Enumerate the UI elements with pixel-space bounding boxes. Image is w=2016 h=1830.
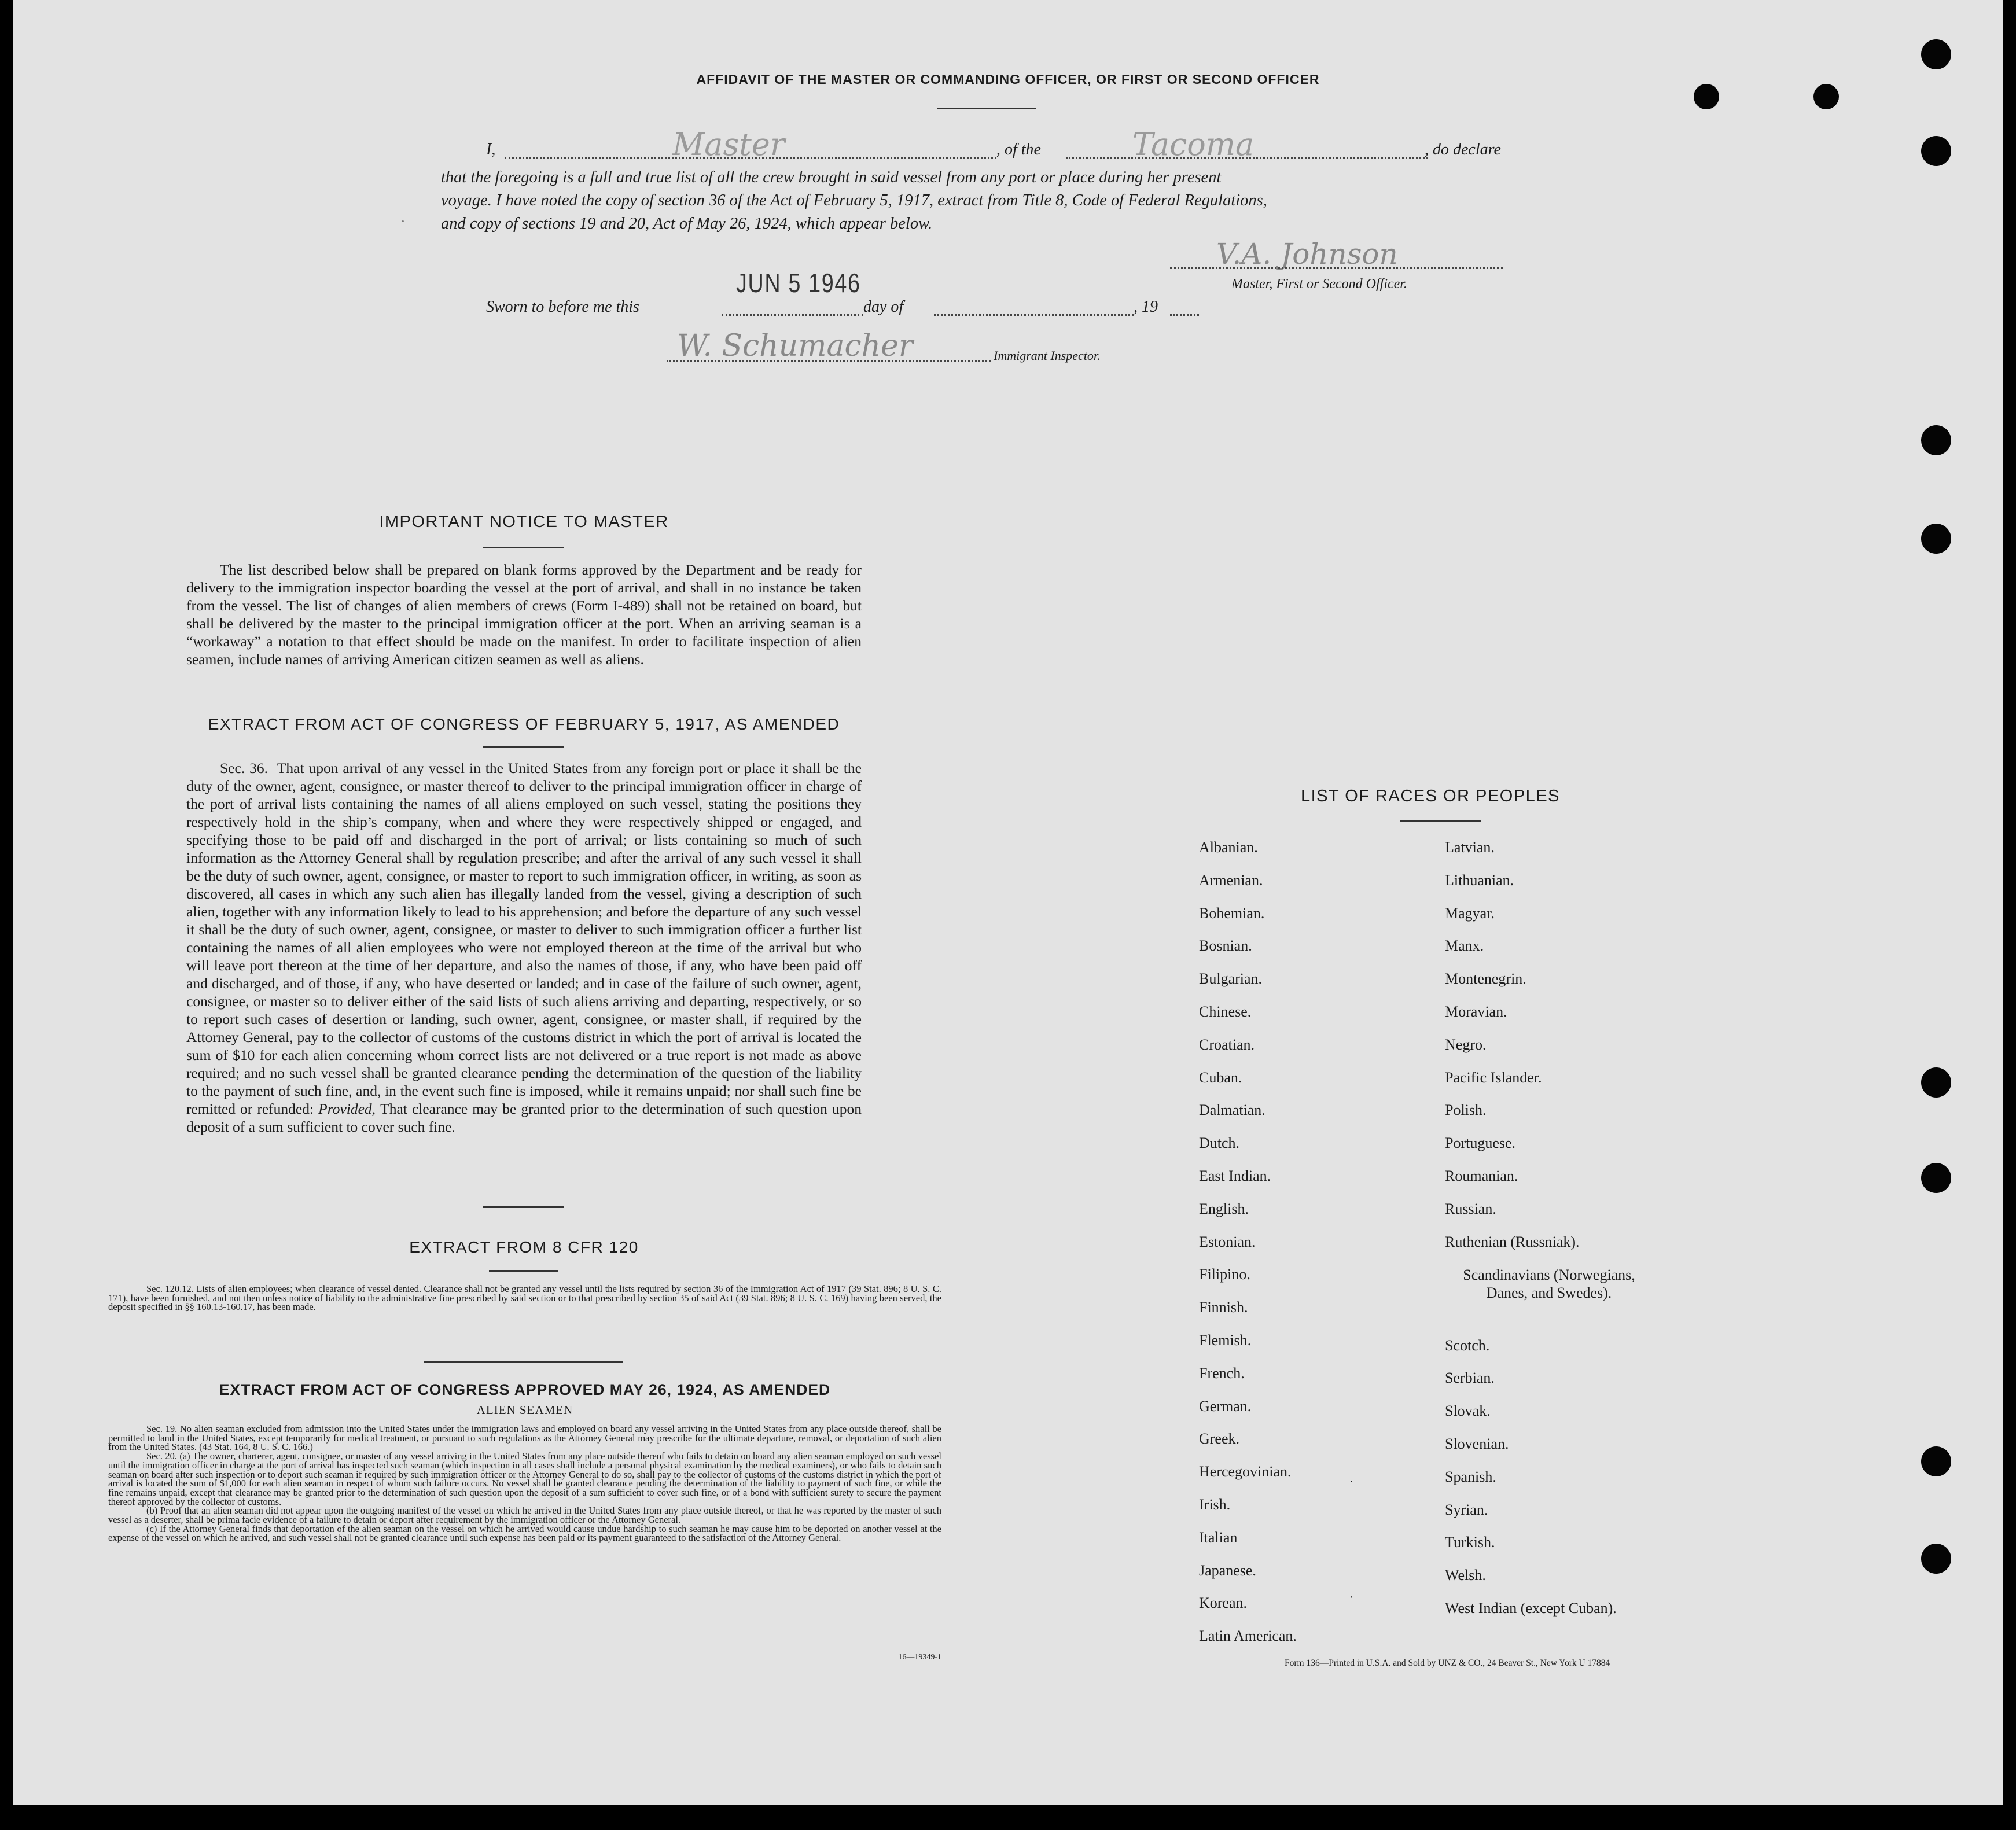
section-20a-text: Sec. 20. (a) The owner, charterer, agent, consignee, or master of any vessel arriving in the United States from any place outside thereof who fails to detain on board any alien seaman employed on such vessel until the immigration officer in charge at the port of arrival has inspected such seaman (which inspection in all cases shall include a personal physical examination by the medical examiners), or who fails to detain such seaman on board after such inspection or to deport such seaman if required by such immigration officer or the Attorney General to do so, shall pay to the collector of customs of the customs district in which the port of arrival is located the sum of $1,000 for each alien seaman in respect of whom such failure occurs. No vessel shall be granted clearance pending the determination of the liability to payment of such fine, or while the fine remains unpaid, except that clearance may be granted prior to the determination of such question upon the deposit of a sum sufficient to cover such fine, or of a bond with sufficient surety to secure the payment thereof approved by the collector of customs. [108,1450,941,1507]
race-item: Slovak. [1445,1402,1491,1420]
race-item: English. [1199,1200,1249,1217]
stray-dot: · [1349,1475,1353,1488]
race-item: Roumanian. [1445,1168,1518,1184]
race-item: Albanian. [1199,839,1258,856]
race-item: Slovenian. [1445,1435,1509,1452]
race-item: Ruthenian (Russniak). [1445,1233,1580,1250]
form-footer: Form 136—Printed in U.S.A. and Sold by UNZ & CO., 24 Beaver St., New York U 17884 [1285,1658,1610,1668]
do-declare-label: , do declare [1425,141,1501,159]
race-item: Finnish. [1199,1299,1248,1316]
race-item: Korean. [1199,1595,1248,1612]
race-item: Manx. [1445,937,1484,955]
race-item: Irish. [1199,1496,1231,1513]
race-item: Chinese. [1199,1003,1252,1020]
divider [483,746,564,748]
notice-body [186,561,862,668]
race-item: Portuguese. [1445,1135,1516,1152]
day-of-label: day of [863,298,904,316]
cfr-body [108,1284,941,1312]
divider [483,1206,564,1208]
race-item: East Indian. [1199,1168,1271,1184]
extract-1917-title: EXTRACT FROM ACT OF CONGRESS OF FEBRUARY 5, 1917, AS AMENDED [208,715,840,733]
section-label: Sec. 36. [220,760,268,776]
cfr-title: EXTRACT FROM 8 CFR 120 [409,1238,639,1256]
vessel-name-handwritten: Tacoma [1132,126,1255,163]
race-item: Latvian. [1445,839,1495,856]
inspector-line [667,360,991,362]
document-page [13,0,2003,1805]
stray-mark: · [400,213,406,230]
divider [483,547,564,548]
punch-hole [1921,136,1951,166]
section-text: That upon arrival of any vessel in the United States from any foreign port or place it shall be the duty of the owner, agent, consignee, or master thereof to deliver to the principal immigration officer in charge of the port of arrival lists containing the names of all aliens employed on such vessel, stating the positions they respectively hold in the ship’s company, when and where they were respectively shipped or engaged, and specifying those to be paid off and discharged in the port of arrival; or lists containing so much of such information as the Attorney General shall by regulation prescribe; and after the arrival of any such vessel it shall be the duty of such owner, agent, consignee, or master to report to such immigration officer, in writing, as soon as discovered, all cases in which any such alien has illegally landed from the vessel, giving a description of such alien, together with any information likely to lead to his apprehension; and before the departure of any such vessel it shall be the duty of such owner, agent, consignee, or master to deliver to such immigration officer a further list containing the names of all alien employees who were not employed thereon at the time of the arrival but who will leave port thereon at the time of her departure, and also the names of those, if any, who have been paid off and discharged, and of those, if any, who have deserted or landed; and in case of the failure of such owner, agent, consignee, or master so to deliver either of the said lists of such aliens arriving and departing, respectively, or so to report such cases of desertion or landing, such owner, agent, consignee, or master shall, if required by the Attorney General, pay to the collector of customs of the customs district in which the port of arrival is located the sum of $10 for each alien concerning whom correct lists are not delivered or a true report is not made as above required; and no such vessel shall be granted clearance pending the determination of the question of the liability to the payment of such fine, and, in the event such fine is imposed, while it remains unpaid; nor shall such fine be remitted or refunded: [186,760,862,1117]
race-item: Turkish. [1445,1534,1495,1551]
race-item: Bosnian. [1199,937,1252,955]
declaration-line: that the foregoing is a full and true list of all the crew brought in said vessel from any port or place during her present [441,168,1222,186]
punch-hole [1921,1163,1951,1193]
race-item: Lithuanian. [1445,871,1514,889]
race-item: Polish. [1445,1102,1487,1119]
cfr-paragraph: Sec. 120.12. Lists of alien employees; when clearance of vessel denied. Clearance shall not be granted any vessel until the lists required by section 36 of the Immigration Act of 1917 (39 Stat. 896; 8 U. S. C. 171), have been furnished, and not then unless notice of liability to the administrative fine prescribed by said section or to that prescribed by section 35 of said Act (39 Stat. 896; 8 U. S. C. 169) having been served, the deposit specified in §§ 160.13-160.17, has been made. [108,1283,941,1313]
race-item: Greek. [1199,1430,1240,1448]
proviso-label: Provided, [318,1100,376,1117]
extract-1924-title: EXTRACT FROM ACT OF CONGRESS APPROVED MAY 26, 1924, AS AMENDED [219,1381,831,1398]
affidavit-title: AFFIDAVIT OF THE MASTER OR COMMANDING OFFICER, OR FIRST OR SECOND OFFICER [696,72,1320,87]
punch-hole [1921,1446,1951,1476]
race-item: Dutch. [1199,1135,1240,1152]
date-stamp: JUN 5 1946 [736,268,861,298]
declaration-text [441,166,1535,235]
of-the-label: , of the [996,141,1041,159]
race-item: Armenian. [1199,871,1263,889]
race-item: Pacific Islander. [1445,1069,1542,1086]
signature-line [1170,267,1503,269]
section-20b-text: (b) Proof that an alien seaman did not appear upon the outgoing manifest of the vessel on which he arrived in the United States from any place outside thereof, or that he was reported by the master of such vessel as a deserter, shall be prima facie evidence of a failure to detain or deport after requirement by the immigration officer or the Attorney General. [108,1505,941,1526]
race-item: Magyar. [1445,904,1495,922]
race-item: Scotch. [1445,1336,1490,1354]
punch-hole [1694,84,1719,109]
stray-dot: · [1349,1591,1353,1604]
notice-title: IMPORTANT NOTICE TO MASTER [379,513,669,531]
form-code: 16—19349-1 [898,1653,941,1662]
race-item: Syrian. [1445,1501,1488,1518]
race-item: Russian. [1445,1200,1496,1217]
race-item: Scandinavians (Norwegians, Danes, and Swedes). [1463,1266,1635,1302]
race-item: Estonian. [1199,1233,1256,1250]
race-item: Serbian. [1445,1369,1495,1387]
punch-hole [1921,524,1951,554]
section-19-text: Sec. 19. No alien seaman excluded from admission into the United States under the immigration laws and employed on board any vessel arriving in the United States from any place outside thereof, shall be permitted to land in the United States, except temporarily for medical treatment, or pursuant to such regulations as the Attorney General may prescribe for the ultimate departure, removal, or deportation of such alien from the United States. (43 Stat. 164, 8 U. S. C. 166.) [108,1423,941,1453]
race-item: Flemish. [1199,1332,1252,1349]
inspector-caption: Immigrant Inspector. [994,348,1101,363]
affidavit-intro: I, [486,141,496,159]
race-item: Hercegovinian. [1199,1463,1292,1481]
race-item: Spanish. [1445,1468,1496,1485]
divider [937,108,1036,109]
punch-hole [1921,1544,1951,1574]
race-item: German. [1199,1397,1252,1415]
race-item: Negro. [1445,1036,1487,1053]
race-item: Croatian. [1199,1036,1255,1053]
races-title: LIST OF RACES OR PEOPLES [1300,787,1561,805]
race-item: Welsh. [1445,1567,1486,1584]
year-line [1170,314,1199,316]
master-name-handwritten: Master [672,126,785,163]
race-item: Bohemian. [1199,904,1265,922]
punch-hole [1921,1067,1951,1098]
race-item: Montenegrin. [1445,970,1526,988]
punch-hole [1813,84,1839,109]
section-20c-text: (c) If the Attorney General finds that deportation of the alien seaman on the vessel on which he arrived would cause undue hardship to such seaman he may cause him to be deported on another vessel at the expense of the vessel on which he arrived, and such vessel shall not be granted clearance until such expense has been paid or its payment guaranteed to the satisfaction of the Attorney General. [108,1523,941,1544]
divider [1400,820,1481,822]
divider [424,1361,623,1363]
proviso-text: That clearance may be granted prior to the determination of such question upon deposit of a sum sufficient to cover such fine. [186,1100,862,1135]
race-item: French. [1199,1364,1245,1382]
divider [489,1270,558,1272]
race-item: Dalmatian. [1199,1102,1265,1119]
declaration-line: voyage. I have noted the copy of section 36 of the Act of February 5, 1917, extract from Title 8, Code of Federal Regulations, [441,192,1267,209]
year-prefix: , 19 [1134,298,1158,316]
extract-1917-body [186,759,862,1136]
master-caption: Master, First or Second Officer. [1231,277,1407,292]
race-item: Latin American. [1199,1628,1297,1645]
extract-1924-body [108,1424,941,1542]
race-item: Filipino. [1199,1266,1250,1283]
master-signature: V.A. Johnson [1216,237,1398,271]
day-line [722,314,863,316]
notice-paragraph: The list described below shall be prepared on blank forms approved by the Department and be ready for delivery to the immigration inspector boarding the vessel at the port of arrival, and shall in no instance be taken from the vessel. The list of changes of alien members of crews (Form I-489) shall not be retained on board, but shall be delivered by the master to the principal immigration officer at the port. When an arriving seaman is a “workaway” a notation to that effect should be made on the manifest. In order to facilitate inspection of alien seamen, include names of arriving American citizen seamen as well as aliens. [186,561,862,668]
race-item: Italian [1199,1529,1238,1546]
punch-hole [1921,39,1951,69]
extract-1924-subtitle: ALIEN SEAMEN [476,1403,573,1417]
race-item: Japanese. [1199,1562,1256,1579]
punch-hole [1921,425,1951,455]
inspector-signature: W. Schumacher [677,329,913,363]
race-item: Cuban. [1199,1069,1242,1086]
declaration-line: and copy of sections 19 and 20, Act of May 26, 1924, which appear below. [441,215,933,233]
race-item: Moravian. [1445,1003,1507,1020]
race-item: Bulgarian. [1199,970,1263,988]
sworn-label: Sworn to before me this [486,298,639,316]
month-line [934,314,1134,316]
race-item: West Indian (except Cuban). [1445,1599,1617,1617]
